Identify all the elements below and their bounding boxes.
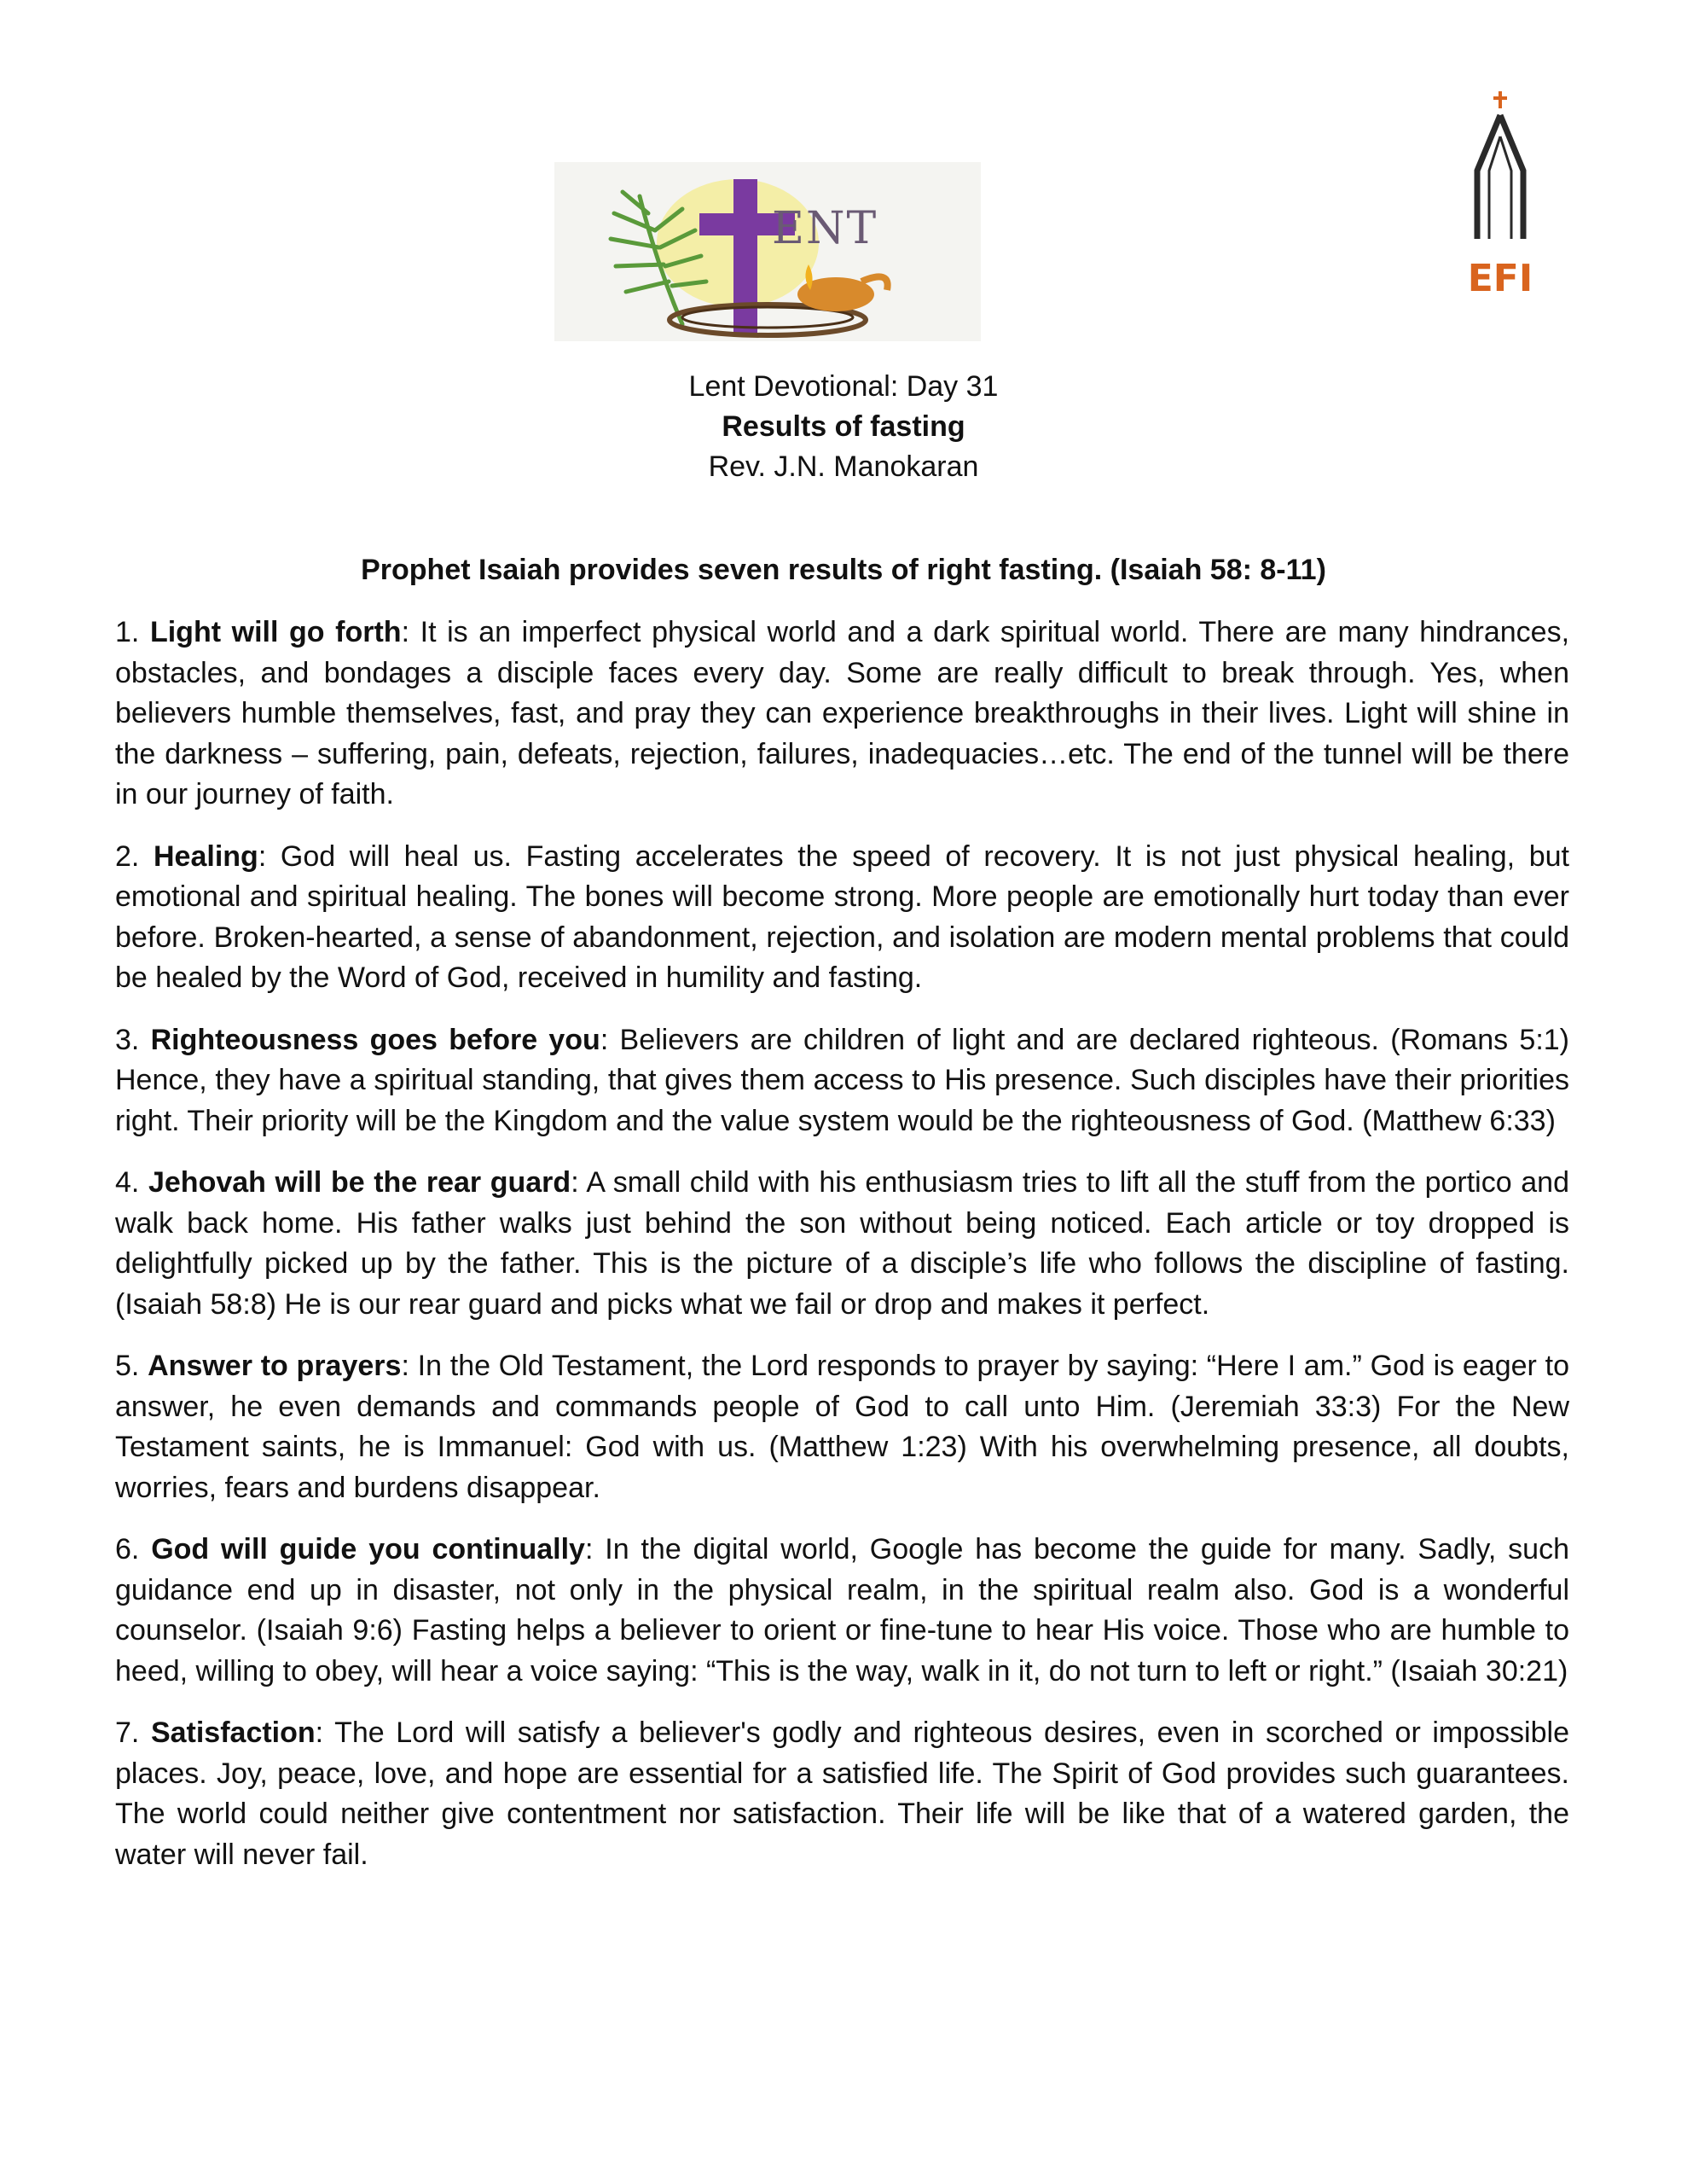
item-heading: Jehovah will be the rear guard	[148, 1166, 571, 1199]
list-item	[115, 1020, 1569, 1142]
item-heading: Light will go forth	[149, 616, 402, 648]
item-heading: God will guide you continually	[151, 1533, 585, 1565]
item-heading: Answer to prayers	[148, 1350, 402, 1382]
list-item	[115, 613, 1569, 816]
devotional-day: Lent Devotional: Day 31	[688, 370, 999, 403]
efi-logo	[1467, 90, 1535, 303]
item-text: : In the Old Testament, the Lord responds to prayer by saying: “Here I am.” God is eager to answer, he even demands and commands people of God to call unto Him. (Jeremiah 33:3) For the New Testament saints, he is Immanuel: God with us. (Matthew 1:23) With his overwhelming presence, all doubts, worries, fears and burdens disappear.	[115, 1350, 1569, 1504]
item-text: : A small child with his enthusiasm tries to lift all the stuff from the portico and walk back home. His father walks just behind the son without being noticed. Each article or toy dropped is delightfully picked up by the father. This is the picture of a disciple’s life who follows the discipline of fasting. (Isaiah 58:8) He is our rear guard and picks what we fail or drop and makes it perfect.	[115, 1166, 1569, 1321]
svg-text:ENT: ENT	[772, 203, 878, 254]
intro-statement: Prophet Isaiah provides seven results of right fasting. (Isaiah 58: 8-11)	[361, 554, 1326, 586]
item-heading: Righteousness goes before you	[150, 1023, 600, 1056]
item-text: : The Lord will satisfy a believer's godly and righteous desires, even in scorched or impossible places. Joy, peace, love, and hope are essential for a satisfied life. The Spirit of God provides such guarantees. The world could neither give contentment nor satisfaction. Their life will be like that of a watered garden, the water will never fail.	[115, 1716, 1569, 1871]
lent-logo	[554, 162, 981, 341]
item-text: : It is an imperfect physical world and a dark spiritual world. There are many hindrances, obstacles, and bondages a disciple faces every day. Some are really difficult to break through. Yes, when believers humble themselves, fast, and pray they can experience breakthroughs in their lives. Light will shine in the darkness – suffering, pain, defeats, rejection, failures, inadequacies…etc. The end of the tunnel will be there in our journey of faith.	[115, 616, 1570, 810]
item-number: 7.	[115, 1716, 140, 1749]
item-text: : In the digital world, Google has become the guide for many. Sadly, such guidance end up in disaster, not only in the physical realm, in the spiritual realm also. God is a wonderful counselor. (Isaiah 9:6) Fasting helps a believer to orient or fine-tune to hear His voice. Those who are humble to heed, willing to obey, will hear a voice saying: “This is the way, walk in it, do not turn to left or right.” (Isaiah 30:21)	[115, 1533, 1570, 1687]
document-header	[0, 367, 1687, 487]
list-item	[115, 1346, 1569, 1508]
item-number: 2.	[115, 839, 140, 873]
list-item	[115, 1530, 1569, 1692]
item-text: : Believers are children of light and are declared righteous. (Romans 5:1) Hence, they have a spiritual standing, that gives them access to His presence. Such disciples have their priorities right. Their priority will be the Kingdom and the value system would be the righteousness of God. (Matthew 6:33)	[115, 1023, 1569, 1137]
item-number: 4.	[115, 1166, 140, 1199]
item-number: 5.	[115, 1350, 140, 1382]
item-number: 3.	[115, 1023, 140, 1056]
svg-text:EFI: EFI	[1467, 257, 1533, 300]
page-title: Results of fasting	[722, 410, 965, 443]
list-item	[115, 1163, 1569, 1325]
author: Rev. J.N. Manokaran	[708, 450, 979, 483]
list-item	[115, 837, 1569, 999]
item-heading: Satisfaction	[150, 1716, 316, 1749]
points-list	[115, 613, 1569, 1896]
list-item	[115, 1713, 1569, 1875]
item-number: 6.	[115, 1533, 140, 1565]
item-number: 1.	[115, 616, 140, 648]
item-heading: Healing	[154, 839, 258, 873]
item-text: : God will heal us. Fasting accelerates the speed of recovery. It is not just physical healing, but emotional and spiritual healing. The bones will become strong. More people are emotionally hurt today than ever before. Broken-hearted, a sense of abandonment, rejection, and isolation are modern mental problems that could be healed by the Word of God, received in humility and fasting.	[115, 839, 1569, 994]
